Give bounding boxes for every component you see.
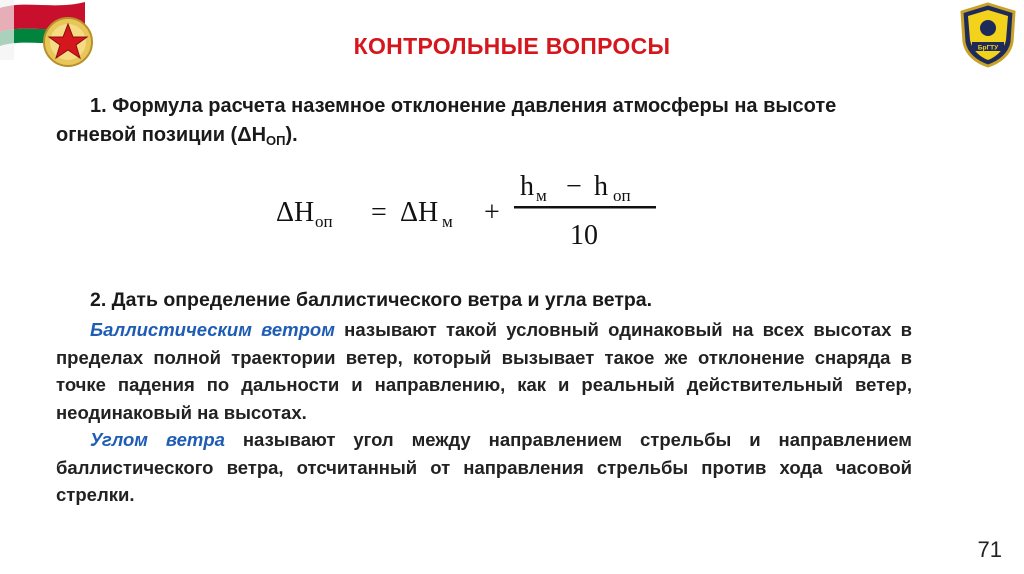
formula-lhs: ΔH <box>276 197 315 228</box>
formula-equals: = <box>371 197 387 228</box>
formula-num-b-sub: оп <box>613 186 631 205</box>
question-2-title: 2. Дать определение баллистического ветра и угла ветра. <box>90 289 653 311</box>
definition-wind-angle-text: называют угол между направлением стрельбы и направлением баллистического ветра, отсчитанный от направления стрельбы против хода часовой стрелки. <box>56 429 912 505</box>
question-1-tail: ). <box>285 124 298 146</box>
fraction-bar <box>514 206 656 209</box>
term-ballistic-wind: Баллистическим ветром <box>90 319 335 340</box>
svg-text:БрГТУ: БрГТУ <box>977 44 999 52</box>
formula-num-a: h <box>520 171 534 202</box>
formula-minus: − <box>566 171 582 202</box>
question-1-subscript: ОП <box>266 133 286 148</box>
page-number: 71 <box>977 537 1002 562</box>
definition-wind-angle <box>56 426 912 509</box>
definition-ballistic-wind-text: называют такой условный одинаковый на всех высотах в пределах полной траектории ветер, который вызывает такое же отклонение снаряда в точке падения по дальности и направлению, как и реальный действительный ветер, неодинаковый на высотах. <box>56 319 912 423</box>
slide-title: КОНТРОЛЬНЫЕ ВОПРОСЫ <box>353 33 671 59</box>
formula-num-b: h <box>594 171 608 202</box>
formula-num-a-sub: м <box>536 186 547 205</box>
formula-plus: + <box>484 197 500 228</box>
question-1-text: 1. Формула расчета наземное отклонение давления атмосферы на высоте огневой позиции (ΔH <box>56 95 837 146</box>
definition-ballistic-wind <box>56 316 912 426</box>
pressure-formula <box>276 170 676 254</box>
question-1 <box>56 92 912 155</box>
formula-term: ΔH <box>400 197 439 228</box>
formula-term-sub: м <box>442 212 453 231</box>
question-2 <box>56 286 912 509</box>
formula-denominator: 10 <box>570 220 598 251</box>
term-wind-angle: Углом ветра <box>90 429 225 450</box>
formula-lhs-sub: оп <box>315 212 333 231</box>
